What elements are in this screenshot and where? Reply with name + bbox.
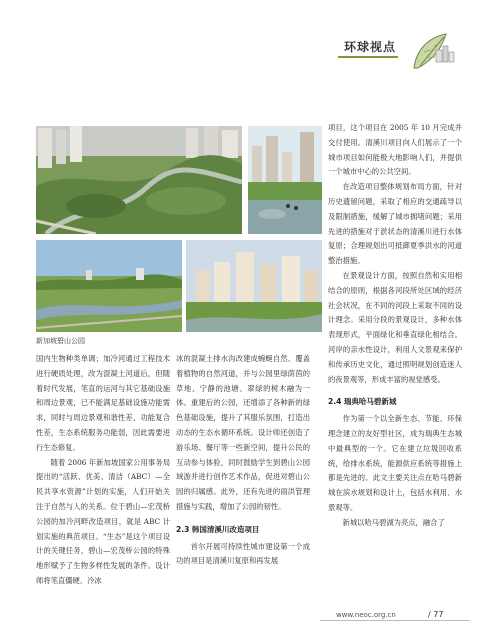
text-column-2 (176, 352, 310, 569)
text-column-1 (36, 352, 170, 589)
park-pond-photo (248, 126, 322, 234)
figure-caption: 新加坡碧山公园 (36, 337, 85, 345)
paragraph: 国内生物种类单调；加冷河通过工程技术进行硬质处理，改为混凝土河道后，但随着时代发展，笔直的运河与其它基础设施和周边景观，已不能满足基础设施功能需求，同时与周边景观和谐性差、功能复合性差，生态系统服务功能弱，因此需要进行生态修复。 (36, 354, 170, 452)
paragraph: 在景观设计方面，按照自然和实用相结合的原则，根据各河段所处区域的经济社会状况，在不同的河段上采取不同的设计理念。采用分段的景观设计，多种水体表现形式，平面绿化和垂直绿化相结合。河岸的亲水性设计，利用人文景观来保护和传承历史文化，通过照明规划创造迷人的夜景观等，形成丰富的视觉感受。 (328, 270, 462, 384)
subheading-2-4: 2.4 瑞典哈马碧新城 (328, 397, 397, 407)
footer-rule (320, 620, 470, 621)
text-column-3 (328, 121, 462, 531)
section-title: 环球视点 (343, 40, 396, 54)
page-footer (320, 610, 470, 624)
river-landscape-photo (36, 240, 182, 332)
residential-towers-photo (186, 240, 322, 332)
paragraph: 项目，这个项目在 2005 年 10 月完成并交付使用。清溪川项目向人们展示了一个城市项目如何能极大地影响人们，并提供一个城市中心的公共空间。 (328, 123, 462, 177)
park-aerial-photo (36, 126, 242, 234)
paragraph: 冰的混凝土排水沟改建成蜿蜒自然、覆盖着植物的自然河道，并与公园里绿荫茵的草地、宁静的池塘、翠绿的树木融为一体。重建后的公园，还增添了各种新的绿色基础设施，提升了其服乐氛围，打造出动态的生态水循环系统。设计师还创造了游乐场、餐厅等一些新空间，提升公民的互动参与体验，同时鼓励学生到碧山公园域游并进行创作艺术作品，促进对碧山公园的归属感。此外，还有先进的雨洪管理措施与实践，增加了公园的韧性。 (176, 354, 310, 511)
paragraph: 随着 2006 年新加坡国家公用事务局提出的“活跃、优美、清洁（ABC）—全民共享水资源”计划的实施，人们开始关注于自然与人的关系。位于碧山—宏茂桥公园的加冷河畔改造项目，就是 ABC 计划实施的典范项目。“生态”是这个项目设计的关键任务，碧山—宏茂桥公园的特殊地形赋予了生物多样性发展的条件。设计师将笔直僵硬、冷冰 (36, 457, 170, 585)
paragraph: 作为第一个以全新生态、节能、环保理念建立的友好型社区，成为瑞典生态城中最典型的一个。它在建立垃圾回收系统，给排水系统，能源供应系统等措施上都是先进的。此文主要关注点在哈马碧新城在滨水规划和设计上，包括水利用、水景观等。 (328, 414, 462, 512)
leaf-globe-logo-icon (406, 28, 458, 72)
page-number: / 77 (428, 610, 444, 619)
page-header (258, 28, 458, 68)
subheading-2-3: 2.3 韩国清溪川改造项目 (176, 524, 260, 534)
header-rule (338, 56, 398, 58)
footer-url: www.neoc.org.cn (336, 611, 396, 619)
paragraph: 首尔开展可持续性城市建设第一个成功的项目是清溪川复原和再发展 (176, 541, 310, 566)
paragraph: 新城以哈马碧湖为亮点，融合了 (342, 517, 445, 527)
paragraph: 在改造项目整体规划布局方面，针对历史遗留问题，采取了相应的交通疏导以及限制措施，缓解了城市拥堵问题；采用先进的措施对于淤状态的清溪川进行水体复原；合理规划出可抵御夏季洪水的河道整治措施。 (328, 182, 462, 266)
